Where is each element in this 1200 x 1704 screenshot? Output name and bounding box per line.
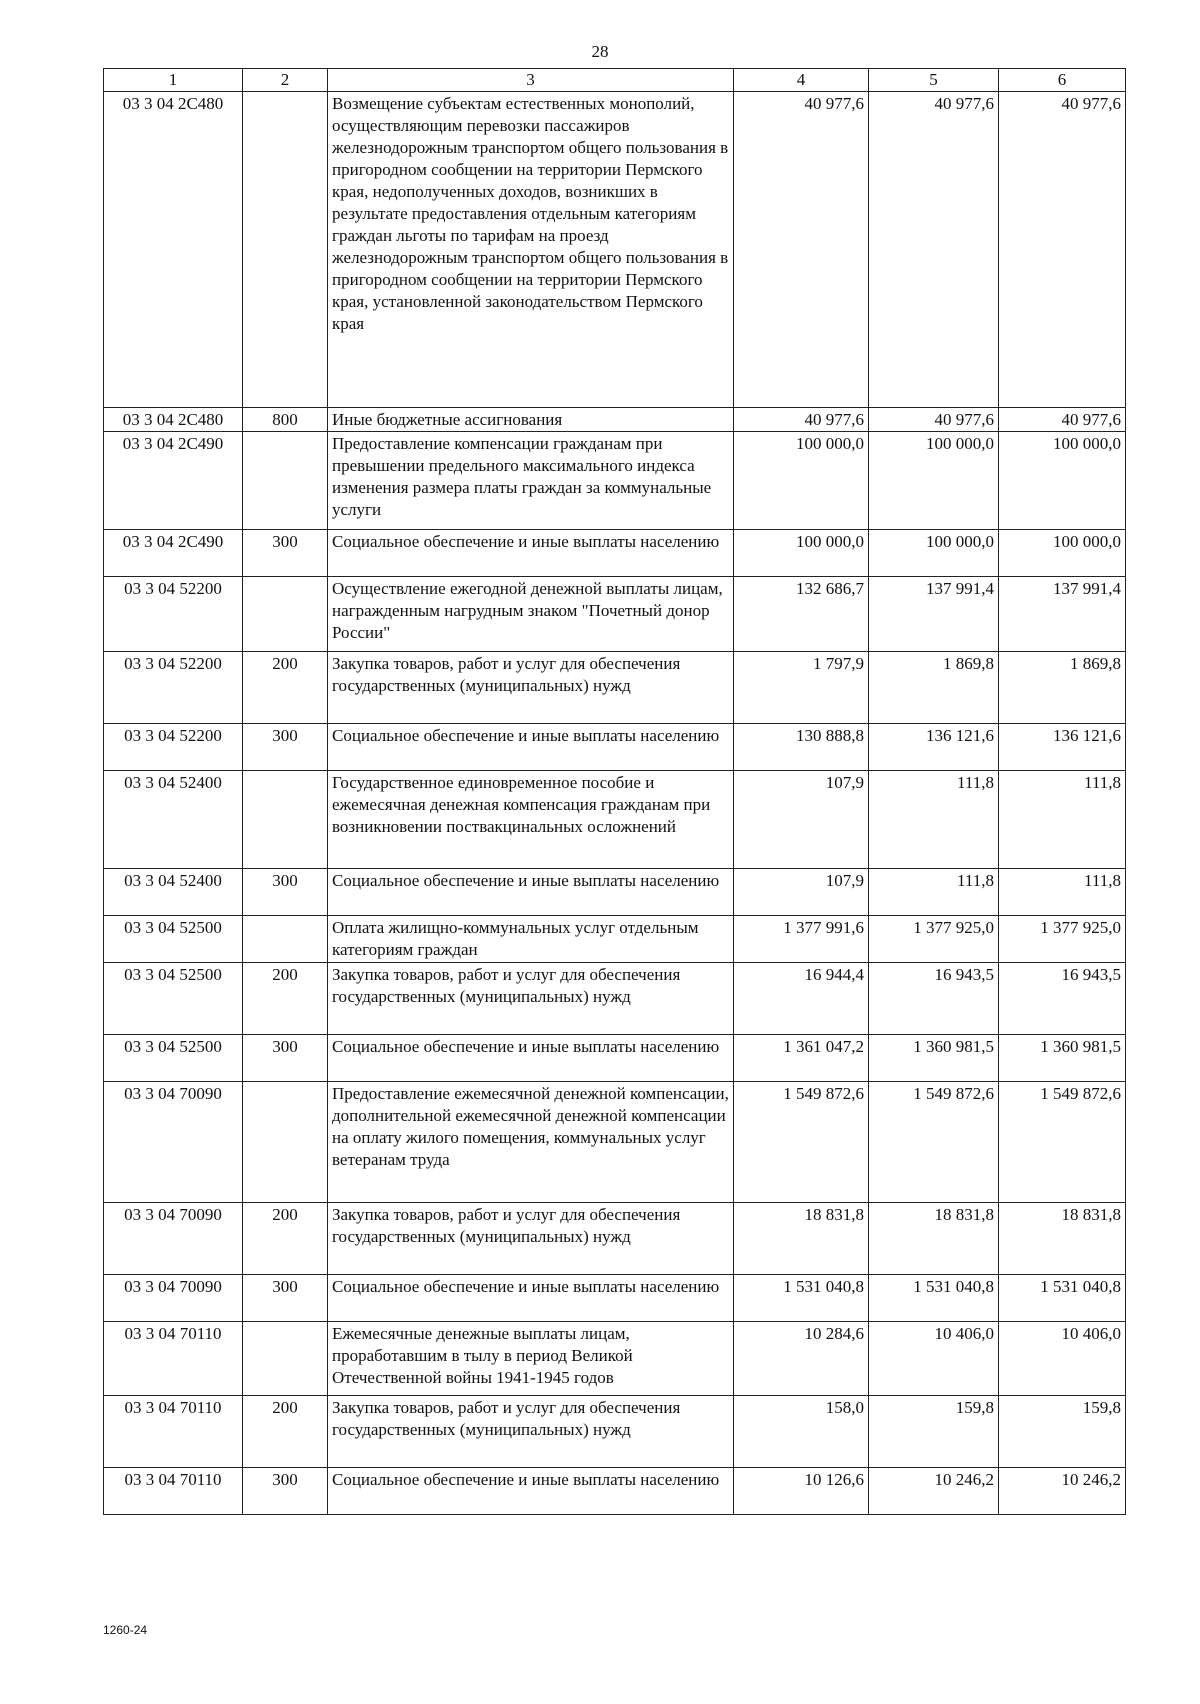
row-value-col6: 40 977,6 [999, 92, 1126, 408]
row-value-col5: 40 977,6 [869, 92, 999, 408]
row-name: Предоставление компенсации гражданам при превышении предельного максимального индекса изменения размера платы граждан за коммунальные услуги [328, 432, 734, 530]
document-footer-code: 1260-24 [103, 1623, 148, 1637]
row-value-col4: 40 977,6 [734, 408, 869, 432]
row-code: 03 3 04 52400 [104, 771, 243, 869]
row-value-col6: 40 977,6 [999, 408, 1126, 432]
table-row [104, 1322, 1126, 1396]
row-expense-type: 300 [243, 530, 328, 577]
table-row [104, 1468, 1126, 1515]
table-row [104, 652, 1126, 724]
row-value-col4: 132 686,7 [734, 577, 869, 652]
row-name: Предоставление ежемесячной денежной компенсации, дополнительной ежемесячной денежной компенсации на оплату жилого помещения, коммунальных услуг ветеранам труда [328, 1082, 734, 1203]
row-value-col6: 1 531 040,8 [999, 1275, 1126, 1322]
row-expense-type: 300 [243, 1275, 328, 1322]
row-value-col5: 1 377 925,0 [869, 916, 999, 963]
row-value-col6: 159,8 [999, 1396, 1126, 1468]
row-code: 03 3 04 52200 [104, 652, 243, 724]
row-name: Закупка товаров, работ и услуг для обеспечения государственных (муниципальных) нужд [328, 963, 734, 1035]
header-col-4: 4 [734, 69, 869, 92]
row-value-col5: 100 000,0 [869, 432, 999, 530]
row-code: 03 3 04 52500 [104, 916, 243, 963]
table-row [104, 916, 1126, 963]
row-value-col6: 100 000,0 [999, 530, 1126, 577]
row-code: 03 3 04 70090 [104, 1082, 243, 1203]
row-value-col6: 1 549 872,6 [999, 1082, 1126, 1203]
row-value-col6: 10 246,2 [999, 1468, 1126, 1515]
row-expense-type: 200 [243, 1396, 328, 1468]
row-value-col5: 1 360 981,5 [869, 1035, 999, 1082]
row-value-col4: 100 000,0 [734, 530, 869, 577]
table-row [104, 1035, 1126, 1082]
row-value-col4: 10 284,6 [734, 1322, 869, 1396]
row-code: 03 3 04 52500 [104, 963, 243, 1035]
row-name: Социальное обеспечение и иные выплаты населению [328, 1468, 734, 1515]
row-name: Социальное обеспечение и иные выплаты населению [328, 869, 734, 916]
row-expense-type: 200 [243, 963, 328, 1035]
row-code: 03 3 04 52200 [104, 724, 243, 771]
row-value-col4: 130 888,8 [734, 724, 869, 771]
table-row [104, 408, 1126, 432]
row-value-col6: 16 943,5 [999, 963, 1126, 1035]
row-value-col5: 16 943,5 [869, 963, 999, 1035]
row-value-col6: 18 831,8 [999, 1203, 1126, 1275]
row-expense-type: 300 [243, 869, 328, 916]
row-value-col5: 137 991,4 [869, 577, 999, 652]
row-value-col5: 159,8 [869, 1396, 999, 1468]
table-row [104, 1396, 1126, 1468]
row-value-col6: 137 991,4 [999, 577, 1126, 652]
table-row [104, 1082, 1126, 1203]
row-name: Оплата жилищно-коммунальных услуг отдельным категориям граждан [328, 916, 734, 963]
row-code: 03 3 04 52500 [104, 1035, 243, 1082]
row-expense-type: 300 [243, 1035, 328, 1082]
row-value-col5: 111,8 [869, 869, 999, 916]
row-value-col4: 100 000,0 [734, 432, 869, 530]
row-name: Социальное обеспечение и иные выплаты населению [328, 1275, 734, 1322]
row-name: Социальное обеспечение и иные выплаты населению [328, 1035, 734, 1082]
row-code: 03 3 04 70090 [104, 1203, 243, 1275]
table-row [104, 771, 1126, 869]
row-name: Закупка товаров, работ и услуг для обеспечения государственных (муниципальных) нужд [328, 1396, 734, 1468]
row-value-col6: 111,8 [999, 869, 1126, 916]
row-expense-type [243, 1082, 328, 1203]
page-number: 28 [591, 42, 609, 61]
header-col-6: 6 [999, 69, 1126, 92]
header-col-5: 5 [869, 69, 999, 92]
row-value-col6: 10 406,0 [999, 1322, 1126, 1396]
table-row [104, 1203, 1126, 1275]
row-code: 03 3 04 70110 [104, 1468, 243, 1515]
row-expense-type [243, 432, 328, 530]
row-code: 03 3 04 2С490 [104, 530, 243, 577]
row-code: 03 3 04 2С490 [104, 432, 243, 530]
row-code: 03 3 04 70110 [104, 1322, 243, 1396]
row-code: 03 3 04 52200 [104, 577, 243, 652]
row-name: Закупка товаров, работ и услуг для обеспечения государственных (муниципальных) нужд [328, 1203, 734, 1275]
row-value-col5: 136 121,6 [869, 724, 999, 771]
row-expense-type: 800 [243, 408, 328, 432]
row-name: Государственное единовременное пособие и ежемесячная денежная компенсация гражданам при возникновении поствакцинальных осложнений [328, 771, 734, 869]
row-value-col4: 107,9 [734, 771, 869, 869]
row-value-col5: 111,8 [869, 771, 999, 869]
row-name: Социальное обеспечение и иные выплаты населению [328, 724, 734, 771]
row-expense-type [243, 916, 328, 963]
row-value-col4: 10 126,6 [734, 1468, 869, 1515]
row-value-col4: 16 944,4 [734, 963, 869, 1035]
row-expense-type: 200 [243, 1203, 328, 1275]
table-row [104, 724, 1126, 771]
table-row [104, 1275, 1126, 1322]
row-value-col4: 40 977,6 [734, 92, 869, 408]
row-value-col6: 1 360 981,5 [999, 1035, 1126, 1082]
row-value-col5: 1 549 872,6 [869, 1082, 999, 1203]
row-value-col4: 158,0 [734, 1396, 869, 1468]
table-row [104, 869, 1126, 916]
row-name: Социальное обеспечение и иные выплаты населению [328, 530, 734, 577]
row-name: Иные бюджетные ассигнования [328, 408, 734, 432]
table-row [104, 577, 1126, 652]
row-expense-type: 300 [243, 724, 328, 771]
row-value-col6: 100 000,0 [999, 432, 1126, 530]
budget-table [103, 68, 1126, 1515]
row-value-col5: 1 869,8 [869, 652, 999, 724]
row-value-col5: 10 246,2 [869, 1468, 999, 1515]
row-value-col4: 107,9 [734, 869, 869, 916]
row-expense-type [243, 577, 328, 652]
table-row [104, 432, 1126, 530]
row-value-col5: 1 531 040,8 [869, 1275, 999, 1322]
header-col-2: 2 [243, 69, 328, 92]
row-name: Ежемесячные денежные выплаты лицам, проработавшим в тылу в период Великой Отечественной войны 1941-1945 годов [328, 1322, 734, 1396]
row-name: Осуществление ежегодной денежной выплаты лицам, награжденным нагрудным знаком "Почетный донор России" [328, 577, 734, 652]
row-code: 03 3 04 2С480 [104, 408, 243, 432]
table-row [104, 92, 1126, 408]
table-row [104, 530, 1126, 577]
row-value-col4: 18 831,8 [734, 1203, 869, 1275]
row-expense-type [243, 92, 328, 408]
table-row [104, 963, 1126, 1035]
row-code: 03 3 04 70110 [104, 1396, 243, 1468]
row-value-col6: 1 377 925,0 [999, 916, 1126, 963]
header-col-1: 1 [104, 69, 243, 92]
header-col-3: 3 [328, 69, 734, 92]
row-value-col5: 40 977,6 [869, 408, 999, 432]
row-value-col4: 1 377 991,6 [734, 916, 869, 963]
row-value-col6: 111,8 [999, 771, 1126, 869]
row-expense-type: 200 [243, 652, 328, 724]
row-name: Закупка товаров, работ и услуг для обеспечения государственных (муниципальных) нужд [328, 652, 734, 724]
row-name: Возмещение субъектам естественных монополий, осуществляющим перевозки пассажиров железнодорожным транспортом общего пользования в пригородном сообщении на территории Пермского края, недополученных доходов, возникших в результате предоставления отдельным категориям граждан льготы по тарифам на проезд железнодорожным транспортом общего пользования в пригородном сообщении на территории Пермского края, установленной законодательством Пермского края [328, 92, 734, 408]
row-code: 03 3 04 70090 [104, 1275, 243, 1322]
row-value-col6: 1 869,8 [999, 652, 1126, 724]
row-value-col5: 10 406,0 [869, 1322, 999, 1396]
row-expense-type [243, 1322, 328, 1396]
row-expense-type [243, 771, 328, 869]
row-value-col4: 1 797,9 [734, 652, 869, 724]
row-expense-type: 300 [243, 1468, 328, 1515]
row-value-col5: 18 831,8 [869, 1203, 999, 1275]
row-value-col5: 100 000,0 [869, 530, 999, 577]
row-code: 03 3 04 2С480 [104, 92, 243, 408]
row-value-col6: 136 121,6 [999, 724, 1126, 771]
row-value-col4: 1 361 047,2 [734, 1035, 869, 1082]
row-value-col4: 1 549 872,6 [734, 1082, 869, 1203]
table-header-row [104, 69, 1126, 92]
row-code: 03 3 04 52400 [104, 869, 243, 916]
row-value-col4: 1 531 040,8 [734, 1275, 869, 1322]
